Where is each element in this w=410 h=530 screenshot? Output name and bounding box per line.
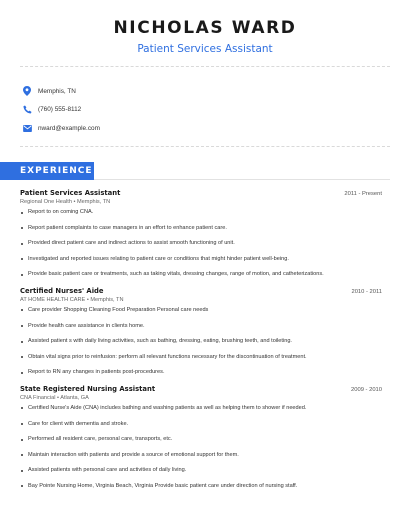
candidate-name: NICHOLAS WARD <box>113 18 297 38</box>
job-title: Patient Services Assistant <box>20 189 121 197</box>
job-employer: AT HOME HEALTH CARE • Memphis, TN <box>20 296 124 303</box>
job-employer: Regional One Health • Memphis, TN <box>20 199 111 205</box>
bullet-item: Provide basic patient care or treatments, such as taking vitals, dressing changes, range of motion, and catheterizations. <box>20 271 382 278</box>
location-text: Memphis, TN <box>38 87 76 95</box>
job-location: Memphis, TN <box>77 199 111 205</box>
phone-icon <box>22 105 32 115</box>
job-company: Regional One Health <box>20 199 72 205</box>
job-entry <box>20 189 382 278</box>
job-employer: CNA Financial • Atlanta, GA <box>20 394 89 401</box>
experience-list <box>20 189 382 499</box>
job-company: AT HOME HEALTH CARE <box>20 296 86 303</box>
bullet-item: Care for client with dementia and stroke. <box>20 421 382 428</box>
job-bullets <box>20 405 382 490</box>
envelope-icon <box>22 123 32 133</box>
bullet-item: Performed all resident care, personal care, transports, etc. <box>20 436 382 443</box>
candidate-title: Patient Services Assistant <box>137 43 273 55</box>
bullet-item: Report to RN any changes in patients post-procedures. <box>20 369 382 376</box>
bullet-item: Assisted patients with personal care and activities of daily living. <box>20 467 382 474</box>
phone-text: (760) 555-8112 <box>38 106 82 113</box>
contact-email[interactable] <box>22 119 382 137</box>
job-dates: 2011 - Present <box>344 191 382 197</box>
header-divider <box>20 66 390 67</box>
section-heading-experience: EXPERIENCE <box>0 162 94 180</box>
contact-location <box>22 82 382 100</box>
bullet-item: Maintain interaction with patients and provide a source of emotional support for them. <box>20 452 382 459</box>
bullet-item: Obtain vital signs prior to reinfusion: perform all relevant functions necessary for the discontinuation of treatment. <box>20 354 382 361</box>
job-bullets <box>20 307 382 376</box>
bullet-item: Report to on coming CNA. <box>20 209 382 216</box>
job-bullets <box>20 209 382 278</box>
job-dates: 2010 - 2011 <box>351 288 382 295</box>
contact-divider <box>20 146 390 147</box>
bullet-item: Bay Pointe Nursing Home, Virginia Beach, Virginia Provide basic patient care under direction of nursing staff. <box>20 483 382 490</box>
contact-phone <box>22 101 382 119</box>
bullet-item: Provide health care assistance in clients home. <box>20 323 382 330</box>
map-pin-icon <box>22 86 32 96</box>
bullet-item: Care provider Shopping Cleaning Food Preparation Personal care needs <box>20 307 382 314</box>
section-underline <box>94 179 390 180</box>
job-title: Certified Nurses' Aide <box>20 286 104 295</box>
job-entry <box>20 385 382 490</box>
bullet-item: Provided direct patient care and indirect actions to assist smooth functioning of unit. <box>20 240 382 247</box>
bullet-item: Assisted patient s with daily living activities, such as bathing, dressing, eating, brushing teeth, and toileting. <box>20 338 382 345</box>
bullet-item: Report patient complaints to case managers in an effort to enhance patient care. <box>20 225 382 232</box>
bullet-item: Certified Nurse's Aide (CNA) includes bathing and washing patients as well as helping them to shower if needed. <box>20 405 382 412</box>
bullet-item: Investigated and reported issues relating to patient care or conditions that might hinder patient well-being. <box>20 256 382 263</box>
email-text[interactable]: nward@example.com <box>38 124 100 132</box>
contact-info <box>22 82 382 138</box>
job-entry <box>20 287 382 376</box>
job-title: State Registered Nursing Assistant <box>20 384 156 393</box>
job-dates: 2009 - 2010 <box>351 386 382 393</box>
job-company: CNA Financial <box>20 394 56 401</box>
job-location: Atlanta, GA <box>60 394 89 401</box>
resume-header <box>0 18 410 55</box>
job-location: Memphis, TN <box>90 296 124 303</box>
